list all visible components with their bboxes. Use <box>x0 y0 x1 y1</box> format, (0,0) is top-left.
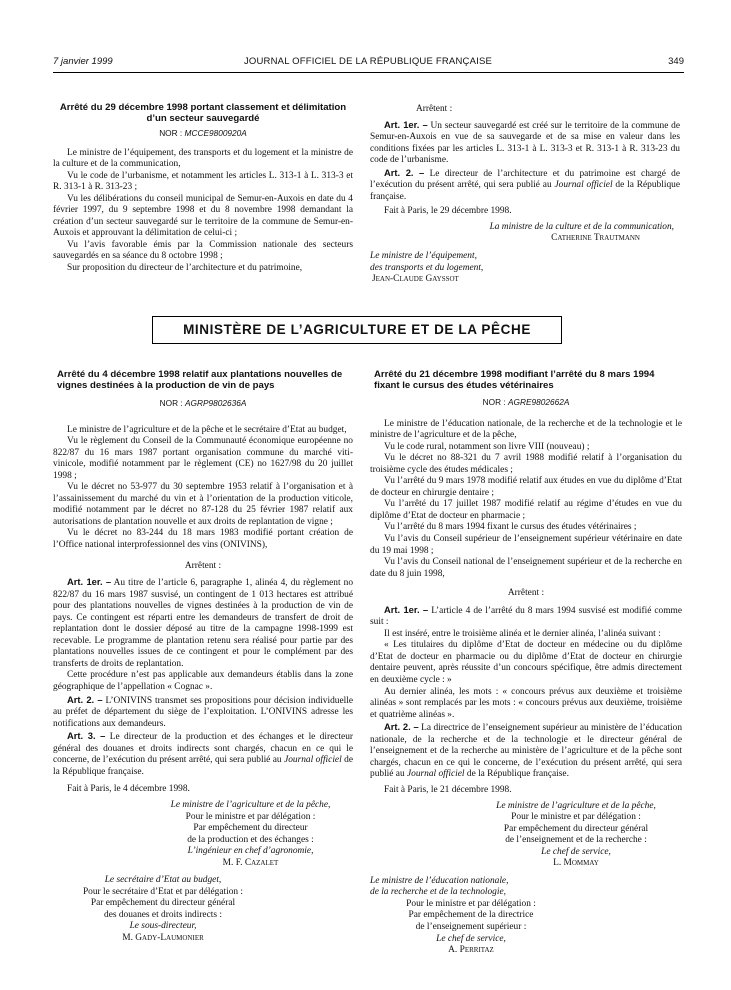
article-2: Art. 2. – La directrice de l’enseignement supérieur au ministère de l’éducation nationale, de la recherche et de la technologie et le directeur général de l’enseignement et de la recherche au ministère de l’agriculture et de la pêche sont chargés, chacun en ce qui le concerne, de l’exécution du présent arrêté, qui sera publié au Journal officiel de la République française. <box>370 721 683 780</box>
page-header <box>53 56 684 70</box>
signing-date: Fait à Paris, le 21 décembre 1998. <box>384 784 512 795</box>
paragraph: Vu le code rural, notamment son livre VIII (nouveau) ; <box>384 441 590 452</box>
paragraph: « Les titulaires du diplôme d’Etat de docteur en médecine ou du diplôme d’Etat de docteur en pharmacie ou du diplôme d’Etat de docteur en chirurgie dentaire peuvent, après réussite d’un concours spécifique, être admis directement en deuxième cycle : » <box>370 640 682 686</box>
signature-line: Par empêchement du directeur général <box>503 823 649 834</box>
paragraph: Au dernier alinéa, les mots : « concours prévus aux deuxième et troisième alinéas » sont remplacés par les mots : « concours prévus aux deuxième, troisième et quatrième alinéas ». <box>370 686 682 720</box>
decree-vignes <box>53 369 353 945</box>
signature-line: L’ingénieur en chef d’agronomie, <box>187 846 314 857</box>
signature-line: Le sous-directeur, <box>129 921 197 932</box>
decree-title: Arrêté du 4 décembre 1998 relatif aux plantations nouvelles de vignes destinées à la production de vin de pays <box>57 369 343 391</box>
signatory-title: Le ministre de l’équipement, <box>370 251 477 262</box>
arretent-label: Arrêtent : <box>507 588 545 599</box>
signatory-name: A. Perritaz <box>448 945 494 956</box>
ministry-banner: MINISTÈRE DE L’AGRICULTURE ET DE LA PÊCHE <box>152 316 562 344</box>
signature-line: de la production et des échanges : <box>187 834 314 845</box>
article-1: Art. 1er. – Au titre de l’article 6, paragraphe 1, alinéa 4, du règlement no 822/87 du 16 mars 1987 susvisé, un contingent de 1 013 hectares est attribué pour des plantations nouvelles de vignes destinées à la production de vin de pays. Ce contingent est réparti entre les demandeurs de transfert de droit de replantation dont le dossier déposé au titre de la campagne 1998-1999 est recevable. Le programme de plantation retenu sera réalisé pour partie par des plantations nouvelles issues de ce contingent et pour le complément par des transferts de droits de replantation. <box>53 576 354 669</box>
signature-line: de l’enseignement et de la recherche : <box>505 835 647 846</box>
header-date: 7 janvier 1999 <box>53 56 113 67</box>
signature-line: Par empêchement du directeur général <box>90 898 236 909</box>
header-page-number: 349 <box>668 56 684 67</box>
article-1: Art. 1er. – L’article 4 de l’arrêté du 8 mars 1994 susvisé est modifié comme suit : <box>370 603 682 628</box>
arretent-label: Arrêtent : <box>416 104 453 114</box>
paragraph: Vu l’arrêté du 9 mars 1978 modifié relatif aux études en vue du diplôme d’Etat de docteur en chirurgie dentaire ; <box>370 476 682 498</box>
signatory-name: Jean-Claude Gayssot <box>372 274 459 285</box>
signature-line: des douanes et droits indirects : <box>104 909 222 920</box>
paragraph: Vu l’avis favorable émis par la Commission nationale des secteurs sauvegardés en sa séance du 8 octobre 1998 ; <box>53 239 353 262</box>
signatory-name: M. Gady-Laumonier <box>122 932 204 943</box>
arretent-label: Arrêtent : <box>184 560 222 571</box>
signatory-title: La ministre de la culture et de la communication, <box>489 221 674 232</box>
paragraph: Vu les délibérations du conseil municipal de Semur-en-Auxois en date du 4 février 1997, du 9 septembre 1998 et du 8 novembre 1998 demandant la création d’un secteur sauvegardé sur le territoire de la commune de Semur-en-Auxois et approuvant la délimitation de celui-ci ; <box>53 193 353 239</box>
signatory-name: M. F. Cazalet <box>222 857 279 868</box>
paragraph: Cette procédure n’est pas applicable aux demandeurs établis dans la zone géographique de l’appellation « Cognac ». <box>53 670 353 693</box>
nor-reference: NOR : MCCE9800920A <box>159 128 247 138</box>
decree-semur-articles <box>370 104 680 286</box>
paragraph: Sur proposition du directeur de l’architecture et du patrimoine, <box>67 263 303 274</box>
paragraph: Vu l’arrêté du 8 mars 1994 fixant le cursus des études vétérinaires ; <box>384 522 637 533</box>
header-journal-title: JOURNAL OFFICIEL DE LA RÉPUBLIQUE FRANÇAISE <box>243 56 493 67</box>
decree-semur-preamble <box>53 102 353 275</box>
signature-line: Pour le ministre et par délégation : <box>185 811 316 822</box>
signatory-name: Catherine Trautmann <box>551 233 640 244</box>
signatory-title: Le ministre de l’agriculture et de la pêche, <box>496 800 656 811</box>
article-3: Art. 3. – Le directeur de la production et des échanges et le directeur général des douanes et droits indirects sont chargés, chacun en ce qui le concerne, de l’exécution du présent arrêté, qui sera publié au Journal officiel de la République française. <box>53 730 353 777</box>
signature-line: Pour le secrétaire d’Etat et par délégation : <box>82 886 244 897</box>
signatory-title: Le ministre de l’éducation nationale, <box>370 875 509 886</box>
signature-line: Par empêchement de la directrice <box>408 910 534 921</box>
header-rule <box>53 72 684 73</box>
signatory-title: de la recherche et de la technologie, <box>370 887 506 898</box>
nor-reference: NOR : AGRP9802636A <box>159 398 247 408</box>
paragraph: Le ministre de l’éducation nationale, de la recherche et de la technologie et le ministre de l’agriculture et de la pêche, <box>370 418 682 441</box>
decree-veterinaires <box>370 369 682 957</box>
signatory-title: Le secrétaire d’Etat au budget, <box>104 875 222 886</box>
paragraph: Vu le code de l’urbanisme, et notamment les articles L. 313-1 à L. 313-3 et R. 313-1 à R. 313-23 ; <box>53 170 353 193</box>
signature-line: Pour le ministre et par délégation : <box>511 812 641 823</box>
article-2: Art. 2. – L’ONIVINS transmet ses propositions pour décision individuelle au préfet de département du siège de l’exploitation. L’ONIVINS adresse les notifications aux demandeurs. <box>53 693 354 729</box>
paragraph: Vu l’arrêté du 17 juillet 1987 modifié relatif au régime d’études en vue du diplôme d’Etat de docteur en pharmacie ; <box>370 499 682 521</box>
signature-block <box>53 800 353 869</box>
paragraph: Vu l’avis du Conseil supérieur de l’enseignement supérieur vétérinaire en date du 19 mai 1998 ; <box>370 534 682 556</box>
signature-block <box>370 801 682 870</box>
signing-date: Fait à Paris, le 29 décembre 1998. <box>384 206 512 217</box>
paragraph: Vu le décret no 83-244 du 18 mars 1983 modifié portant création de l’Office national interprofessionnel des vins (ONIVINS), <box>53 528 353 551</box>
signature-block <box>370 876 682 957</box>
article-1: Art. 1er. – Un secteur sauvegardé est créé sur le territoire de la commune de Semur-en-Auxois en vue de sa sauvegarde et de sa mise en valeur dans les conditions fixées par les articles L. 313-1 à L. 313-3 et R. 313-1 à R. 313-23 du code de l’urbanisme. <box>370 118 681 166</box>
signatory-name: L. Mommay <box>553 858 599 869</box>
decree-title: Arrêté du 21 décembre 1998 modifiant l’arrêté du 8 mars 1994 fixant le cursus des études vétérinaires <box>374 369 655 391</box>
paragraph: Vu le décret no 88-321 du 7 avril 1988 modifié relatif à l’organisation du troisième cycle des études médicales ; <box>370 453 682 475</box>
paragraph: Vu le règlement du Conseil de la Communauté économique européenne no 822/87 du 16 mars 1987 portant organisation commune du marché viti-vinicole, modifié notamment par le règlement (CE) no 1627/98 du 20 juillet 1998 ; <box>53 436 353 481</box>
paragraph: Le ministre de l’agriculture et de la pêche et le secrétaire d’Etat au budget, <box>67 424 347 435</box>
signature-line: Par empêchement du directeur <box>193 823 308 834</box>
paragraph: Vu l’avis du Conseil national de l’enseignement supérieur et de la recherche en date du 8 juin 1998, <box>370 557 682 579</box>
nor-reference: NOR : AGRE9802662A <box>482 397 570 407</box>
signature-line: Le chef de service, <box>541 846 611 857</box>
article-2: Art. 2. – Le directeur de l’architecture et du patrimoine est chargé de l’exécution du présent arrêté, qui sera publié au Journal officiel de la République française. <box>370 166 680 202</box>
signatory-title: des transports et du logement, <box>370 262 484 273</box>
signature-line: Pour le ministre et par délégation : <box>406 898 536 909</box>
signature-line: de l’enseignement supérieur : <box>415 921 527 932</box>
decree-title: Arrêté du 29 décembre 1998 portant classement et délimitation d’un secteur sauvegardé <box>59 102 347 124</box>
signing-date: Fait à Paris, le 4 décembre 1998. <box>67 784 190 795</box>
signature-block <box>53 875 353 944</box>
paragraph: Il est inséré, entre le troisième alinéa et le dernier alinéa, l’alinéa suivant : <box>384 628 661 639</box>
paragraph: Vu le décret no 53-977 du 30 septembre 1953 relatif à l’organisation et à l’assainissement du marché du vin et à l’orientation de la production viticole, modifié notamment par le décret no 87-128 du 25 février 1987 relatif aux autorisations de plantation nouvelle et aux droits de replantation de vigne ; <box>53 482 353 527</box>
signatory-title: Le ministre de l’agriculture et de la pêche, <box>170 799 331 810</box>
paragraph: Le ministre de l’équipement, des transports et du logement et la ministre de la culture et de la communication, <box>53 147 353 170</box>
signature-line: Le chef de service, <box>436 933 506 944</box>
